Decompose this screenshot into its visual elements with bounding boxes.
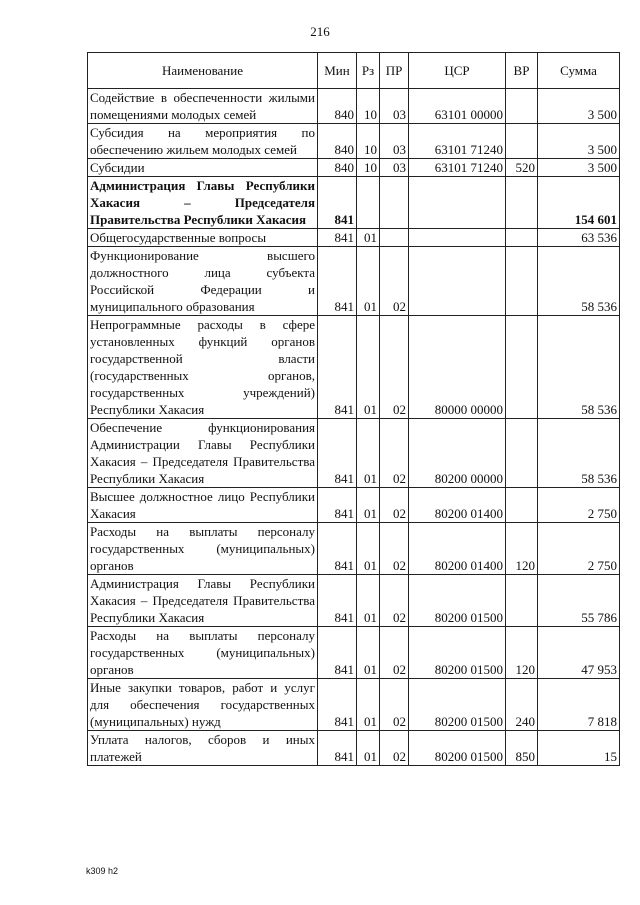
cell-pr: 03 xyxy=(380,159,409,177)
cell-rz: 01 xyxy=(357,679,380,731)
cell-pr: 02 xyxy=(380,575,409,627)
header-rz: Рз xyxy=(357,53,380,89)
cell-min: 841 xyxy=(318,488,357,523)
cell-csr: 80200 01400 xyxy=(409,523,506,575)
cell-pr: 02 xyxy=(380,731,409,766)
cell-rz: 01 xyxy=(357,523,380,575)
cell-name: Администрация Главы Республики Хакасия – Председателя Правительства Республики Хакасия xyxy=(88,575,318,627)
cell-csr: 80200 00000 xyxy=(409,419,506,488)
cell-sum: 15 xyxy=(538,731,620,766)
cell-csr xyxy=(409,247,506,316)
cell-min: 841 xyxy=(318,523,357,575)
cell-csr: 80000 00000 xyxy=(409,316,506,419)
cell-rz: 01 xyxy=(357,247,380,316)
cell-sum: 55 786 xyxy=(538,575,620,627)
cell-name: Расходы на выплаты персоналу государственных (муниципальных) органов xyxy=(88,627,318,679)
table-row xyxy=(88,575,620,627)
table-row xyxy=(88,316,620,419)
table-row xyxy=(88,229,620,247)
cell-min: 840 xyxy=(318,124,357,159)
table-row xyxy=(88,177,620,229)
table-row xyxy=(88,627,620,679)
cell-name: Расходы на выплаты персоналу государственных (муниципальных) органов xyxy=(88,523,318,575)
cell-csr: 80200 01500 xyxy=(409,627,506,679)
cell-name: Субсидия на мероприятия по обеспечению жильем молодых семей xyxy=(88,124,318,159)
cell-sum: 3 500 xyxy=(538,124,620,159)
cell-name: Функционирование высшего должностного лица субъекта Российской Федерации и муниципального образования xyxy=(88,247,318,316)
header-pr: ПР xyxy=(380,53,409,89)
cell-vr xyxy=(506,419,538,488)
table-row xyxy=(88,731,620,766)
cell-csr xyxy=(409,229,506,247)
cell-min: 841 xyxy=(318,419,357,488)
table-row xyxy=(88,159,620,177)
cell-rz: 10 xyxy=(357,124,380,159)
cell-rz: 01 xyxy=(357,627,380,679)
table-row xyxy=(88,488,620,523)
cell-pr: 02 xyxy=(380,523,409,575)
cell-rz: 01 xyxy=(357,488,380,523)
cell-sum: 58 536 xyxy=(538,316,620,419)
cell-csr xyxy=(409,177,506,229)
cell-min: 841 xyxy=(318,731,357,766)
cell-sum: 154 601 xyxy=(538,177,620,229)
cell-vr xyxy=(506,177,538,229)
cell-vr: 120 xyxy=(506,627,538,679)
cell-min: 841 xyxy=(318,247,357,316)
cell-min: 841 xyxy=(318,229,357,247)
table-row xyxy=(88,124,620,159)
header-csr: ЦСР xyxy=(409,53,506,89)
table-header-row xyxy=(88,53,620,89)
cell-csr: 80200 01500 xyxy=(409,575,506,627)
table-row xyxy=(88,89,620,124)
cell-name: Обеспечение функционирования Администрации Главы Республики Хакасия – Председателя Правительства Республики Хакасия xyxy=(88,419,318,488)
cell-name: Высшее должностное лицо Республики Хакасия xyxy=(88,488,318,523)
cell-sum: 63 536 xyxy=(538,229,620,247)
cell-name: Содействие в обеспеченности жилыми помещениями молодых семей xyxy=(88,89,318,124)
cell-sum: 3 500 xyxy=(538,159,620,177)
cell-vr xyxy=(506,229,538,247)
cell-csr: 80200 01500 xyxy=(409,679,506,731)
cell-sum: 2 750 xyxy=(538,523,620,575)
cell-min: 841 xyxy=(318,177,357,229)
cell-csr: 63101 00000 xyxy=(409,89,506,124)
cell-rz: 10 xyxy=(357,159,380,177)
cell-vr: 240 xyxy=(506,679,538,731)
cell-pr: 02 xyxy=(380,488,409,523)
cell-name: Субсидии xyxy=(88,159,318,177)
cell-vr: 850 xyxy=(506,731,538,766)
cell-pr: 02 xyxy=(380,679,409,731)
cell-rz: 01 xyxy=(357,419,380,488)
table-row xyxy=(88,419,620,488)
cell-rz: 01 xyxy=(357,575,380,627)
cell-rz: 01 xyxy=(357,731,380,766)
cell-csr: 80200 01400 xyxy=(409,488,506,523)
cell-sum: 3 500 xyxy=(538,89,620,124)
header-sum: Сумма xyxy=(538,53,620,89)
cell-vr xyxy=(506,247,538,316)
cell-vr xyxy=(506,124,538,159)
cell-sum: 7 818 xyxy=(538,679,620,731)
cell-rz: 10 xyxy=(357,89,380,124)
cell-csr: 63101 71240 xyxy=(409,124,506,159)
cell-csr: 80200 01500 xyxy=(409,731,506,766)
cell-vr: 520 xyxy=(506,159,538,177)
cell-pr: 02 xyxy=(380,316,409,419)
cell-sum: 58 536 xyxy=(538,247,620,316)
cell-pr xyxy=(380,177,409,229)
cell-name: Администрация Главы Республики Хакасия – Председателя Правительства Республики Хакасия xyxy=(88,177,318,229)
cell-pr: 03 xyxy=(380,89,409,124)
table-row xyxy=(88,679,620,731)
cell-pr: 02 xyxy=(380,627,409,679)
cell-min: 840 xyxy=(318,89,357,124)
cell-pr: 03 xyxy=(380,124,409,159)
cell-pr: 02 xyxy=(380,247,409,316)
header-vr: ВР xyxy=(506,53,538,89)
table-body xyxy=(88,89,620,766)
cell-rz: 01 xyxy=(357,316,380,419)
table-row xyxy=(88,523,620,575)
cell-vr xyxy=(506,316,538,419)
cell-csr: 63101 71240 xyxy=(409,159,506,177)
page-number: 216 xyxy=(310,24,330,39)
cell-min: 841 xyxy=(318,316,357,419)
budget-table xyxy=(87,52,620,766)
cell-name: Общегосударственные вопросы xyxy=(88,229,318,247)
cell-min: 840 xyxy=(318,159,357,177)
cell-name: Иные закупки товаров, работ и услуг для обеспечения государственных (муниципальных) нужд xyxy=(88,679,318,731)
cell-sum: 2 750 xyxy=(538,488,620,523)
cell-vr: 120 xyxy=(506,523,538,575)
footer-code: k309 h2 xyxy=(86,866,119,876)
cell-rz xyxy=(357,177,380,229)
cell-name: Уплата налогов, сборов и иных платежей xyxy=(88,731,318,766)
cell-rz: 01 xyxy=(357,229,380,247)
cell-vr xyxy=(506,575,538,627)
cell-sum: 58 536 xyxy=(538,419,620,488)
header-min: Мин xyxy=(318,53,357,89)
cell-min: 841 xyxy=(318,575,357,627)
table-row xyxy=(88,247,620,316)
cell-pr xyxy=(380,229,409,247)
cell-vr xyxy=(506,89,538,124)
cell-pr: 02 xyxy=(380,419,409,488)
header-name: Наименование xyxy=(88,53,318,89)
cell-vr xyxy=(506,488,538,523)
cell-min: 841 xyxy=(318,627,357,679)
cell-min: 841 xyxy=(318,679,357,731)
cell-sum: 47 953 xyxy=(538,627,620,679)
cell-name: Непрограммные расходы в сфере установленных функций органов государственной власти (государственных органов, государственных учреждений) Республики Хакасия xyxy=(88,316,318,419)
